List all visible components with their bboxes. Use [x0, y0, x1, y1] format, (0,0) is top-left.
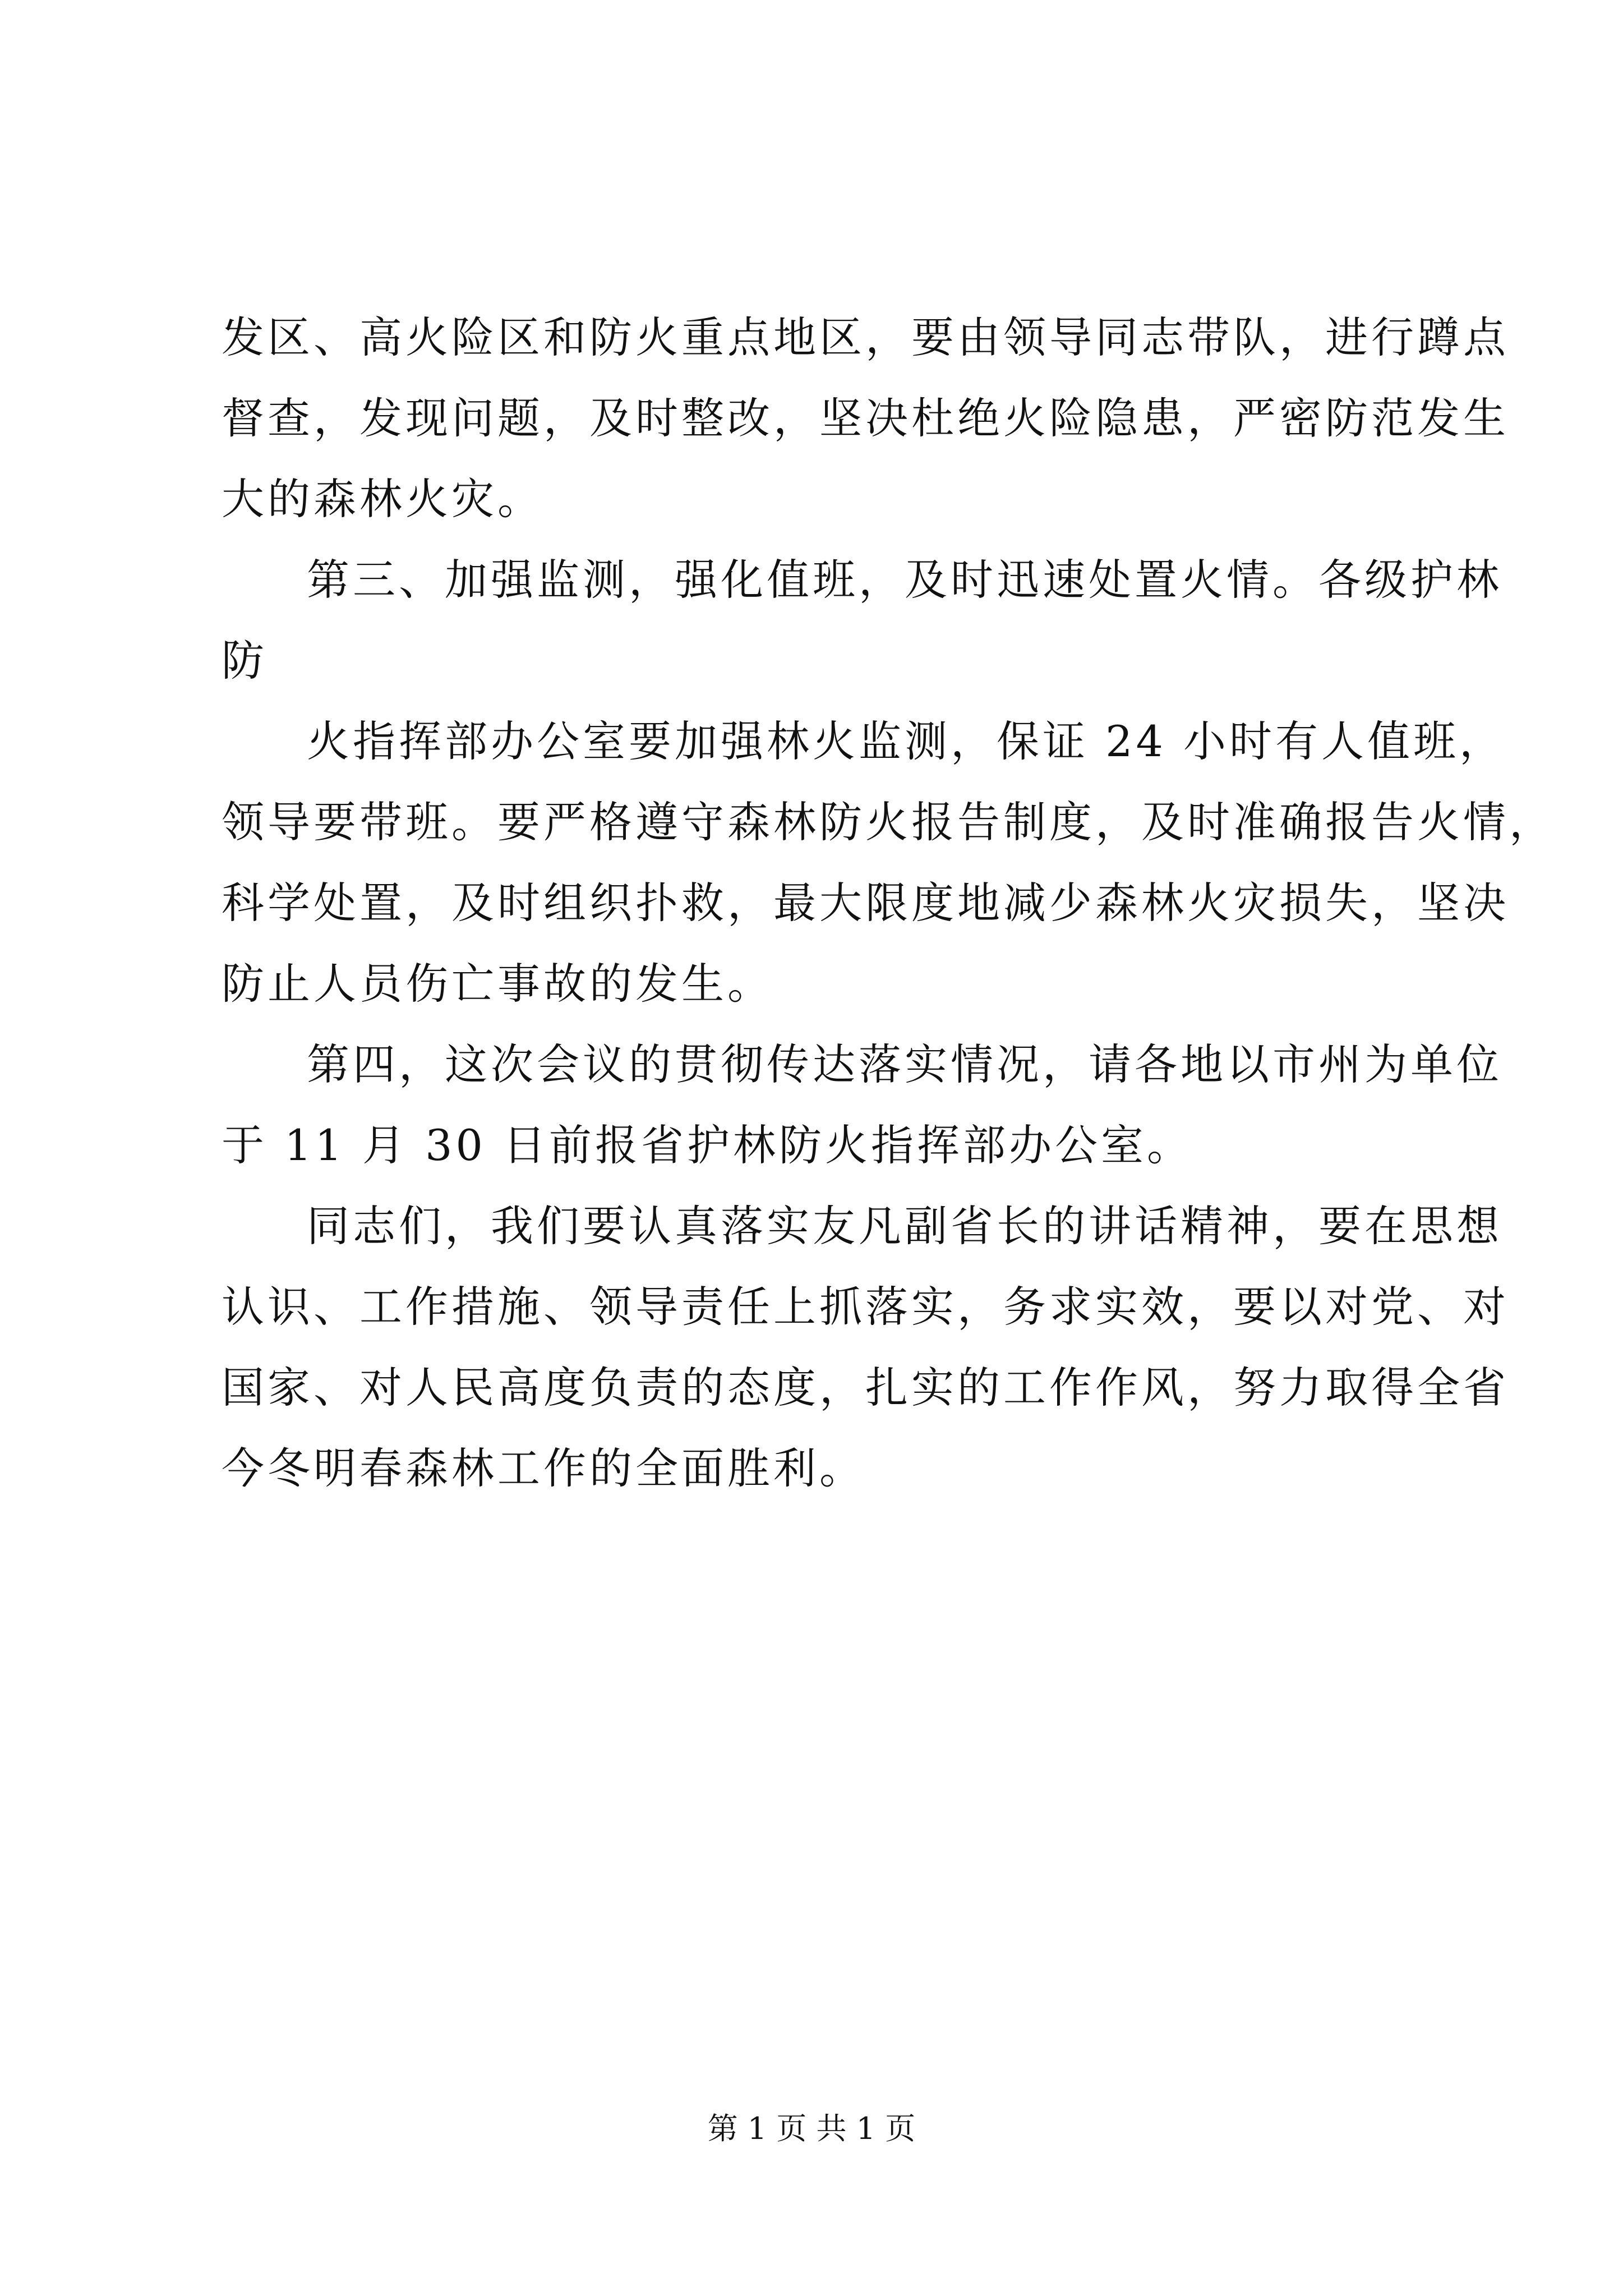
paragraph-line: 同志们，我们要认真落实友凡副省长的讲话精神，要在思想	[307, 1201, 1502, 1251]
paragraph-line: 防止人员伤亡事故的发生。	[222, 959, 773, 1009]
paragraph-line: 第四，这次会议的贯彻传达落实情况，请各地以市州为单位	[307, 1039, 1502, 1089]
paragraph-line: 火指挥部办公室要加强林火监测，保证 24 小时有人值班，	[307, 716, 1506, 766]
paragraph-line: 防	[222, 636, 268, 685]
paragraph-line: 第三、加强监测，强化值班，及时迅速处置火情。各级护林	[307, 555, 1502, 605]
paragraph-line: 督查，发现问题，及时整改，坚决杜绝火险隐患，严密防范发生	[222, 393, 1509, 443]
paragraph-line: 今冬明春森林工作的全面胜利。	[222, 1443, 865, 1493]
paragraph-line: 领导要带班。要严格遵守森林防火报告制度，及时准确报告火情，	[222, 797, 1555, 847]
paragraph-line: 发区、高火险区和防火重点地区，要由领导同志带队，进行蹲点	[222, 312, 1509, 362]
paragraph-line: 于 11 月 30 日前报省护林防火指挥部办公室。	[222, 1120, 1193, 1170]
paragraph-line: 科学处置，及时组织扑救，最大限度地减少森林火灾损失，坚决	[222, 878, 1509, 928]
paragraph-line: 国家、对人民高度负责的态度，扎实的工作作风，努力取得全省	[222, 1363, 1509, 1412]
page-number: 第 1 页 共 1 页	[707, 2111, 916, 2146]
paragraph-line: 大的森林火灾。	[222, 474, 543, 524]
document-body	[222, 297, 1555, 1509]
paragraph-line: 认识、工作措施、领导责任上抓落实，务求实效，要以对党、对	[222, 1282, 1509, 1332]
